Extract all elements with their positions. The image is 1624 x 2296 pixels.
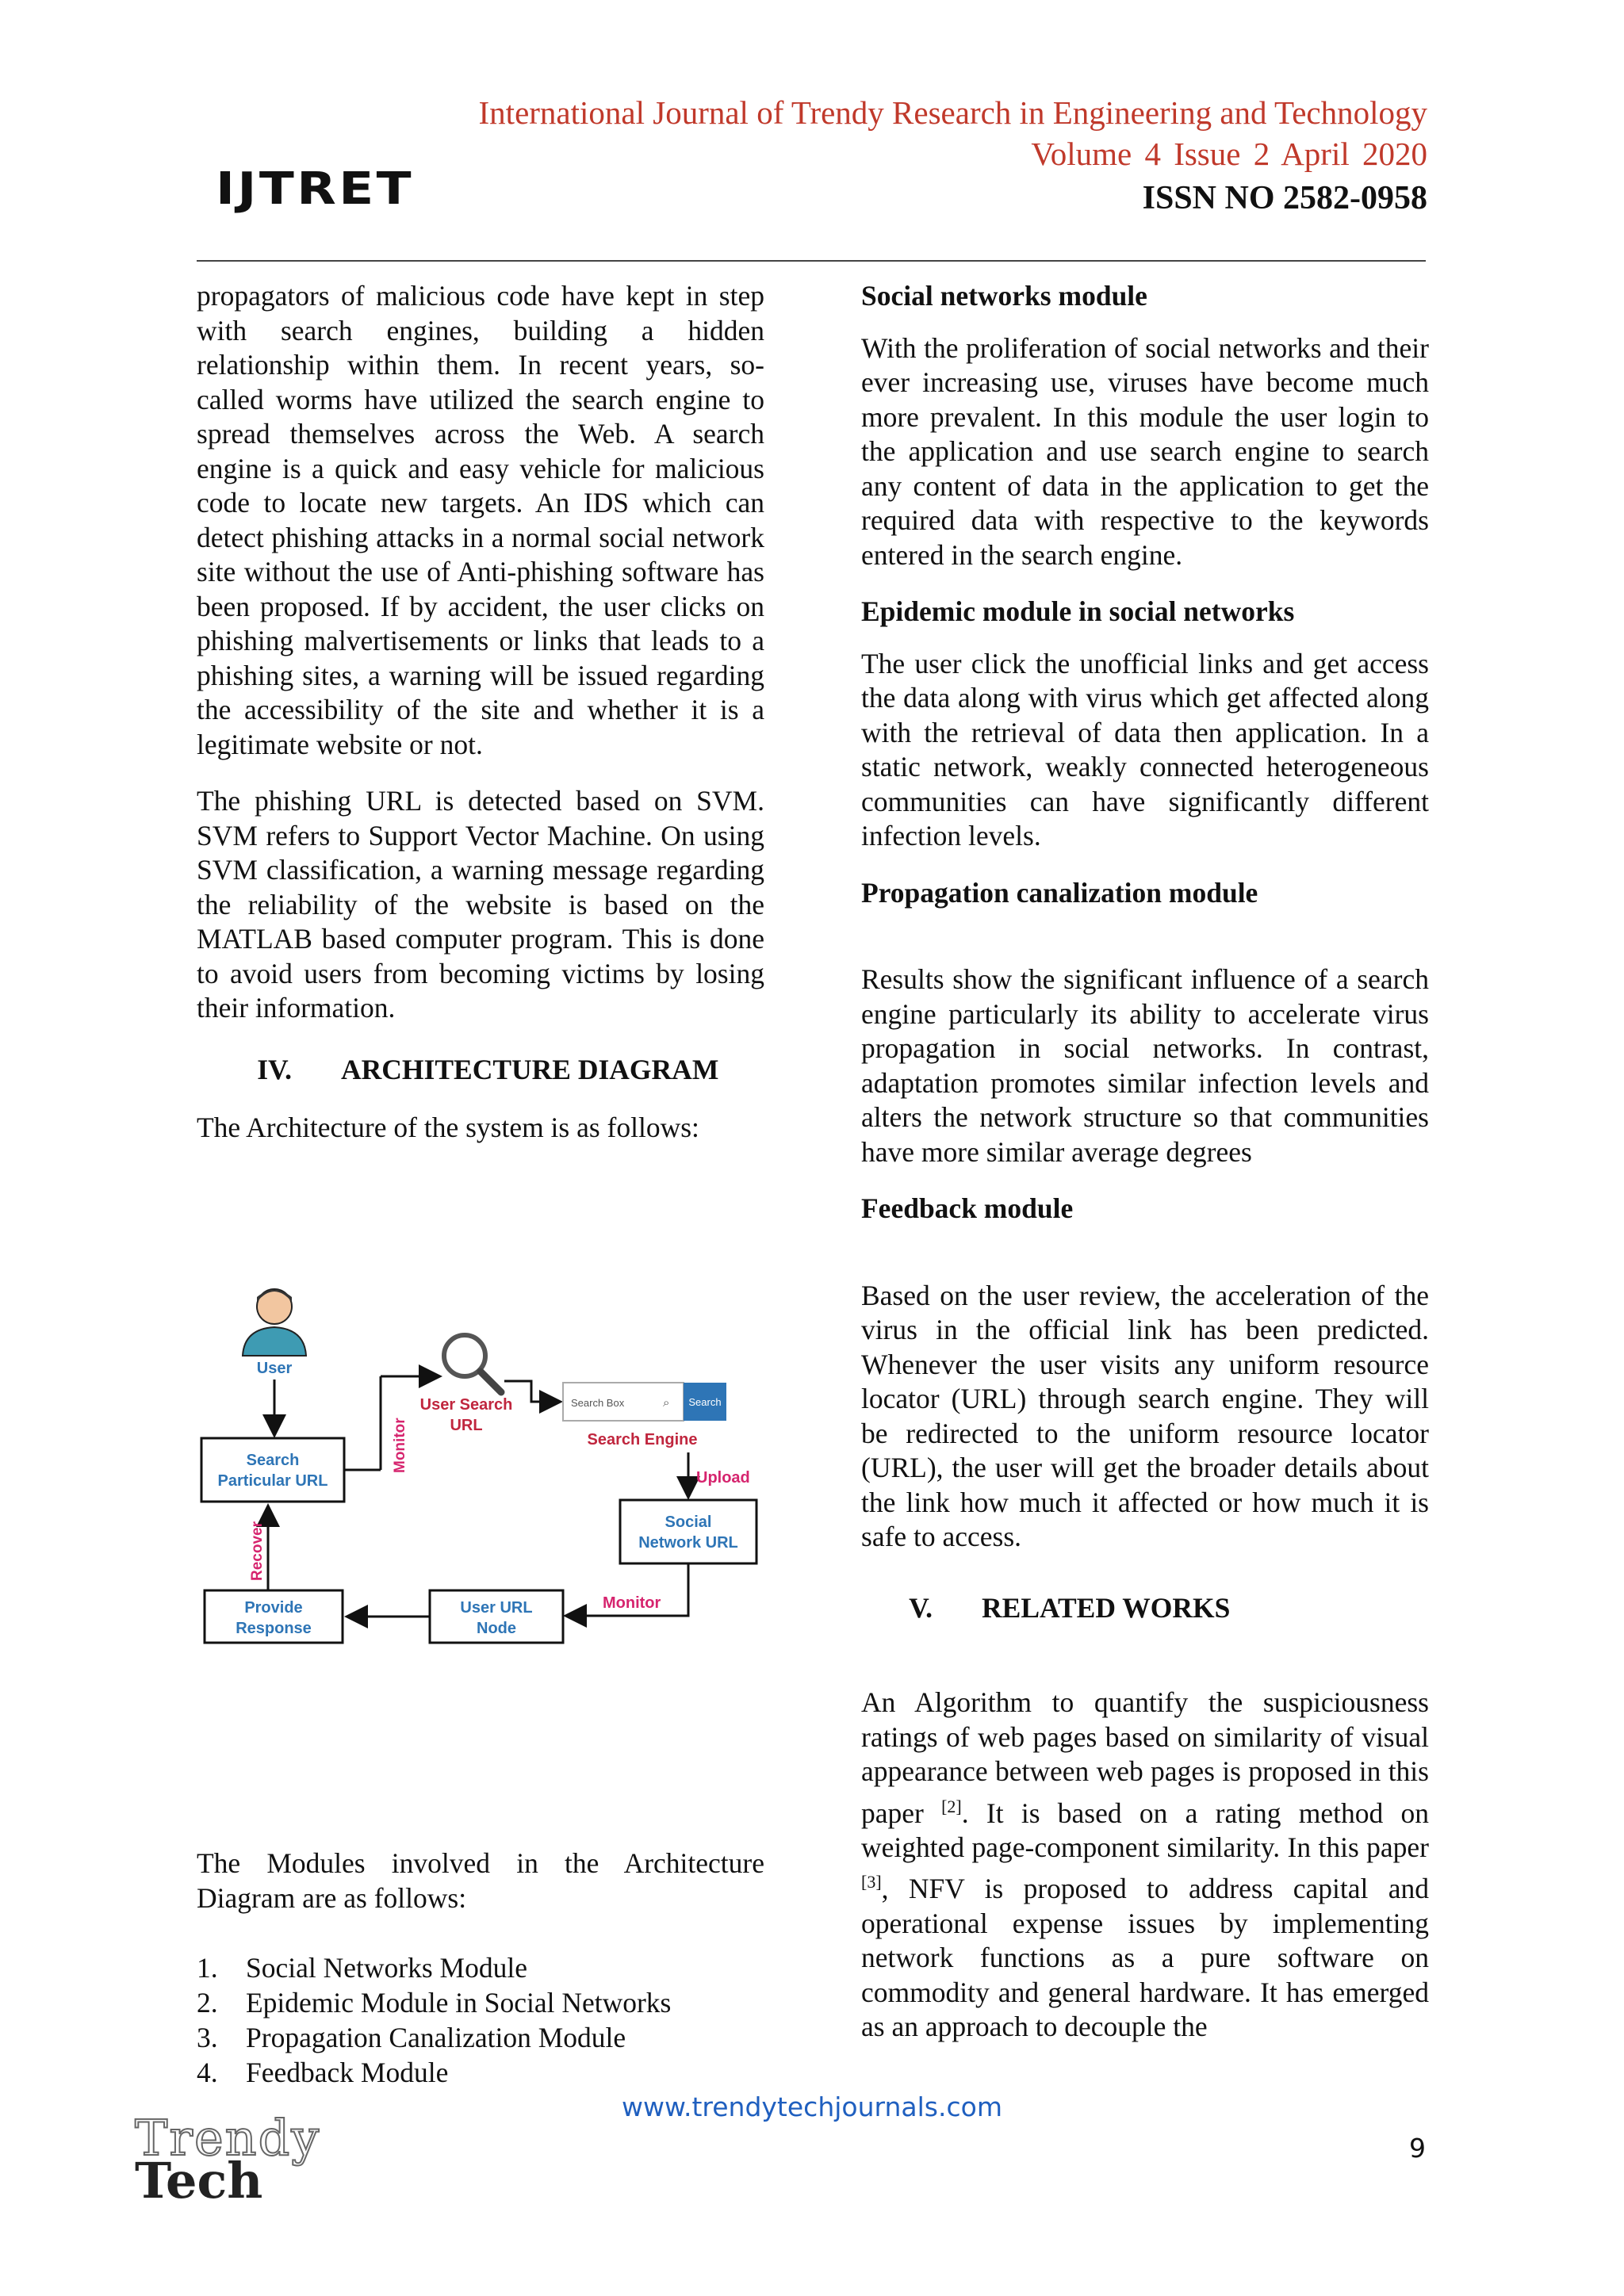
subheading-feedback: Feedback module: [861, 1192, 1074, 1224]
list-item: 2. Epidemic Module in Social Networks: [197, 1987, 672, 2019]
citation-3: [3]: [861, 1872, 882, 1892]
right-column: [861, 279, 1429, 2067]
search-engine-label: Search Engine: [587, 1431, 698, 1448]
search-particular-url-box: [201, 1438, 344, 1502]
section-number: V.: [909, 1591, 933, 1624]
list-item: 3. Propagation Canalization Module: [197, 2022, 626, 2053]
list-item: 4. Feedback Module: [197, 2057, 449, 2088]
user-icon: [243, 1289, 306, 1356]
right-paragraph-1: With the proliferation of social networks and their ever increasing use, viruses have become much more prevalent. In this module the user login to the application and use search engine to search any content of data in the application to get the required data with respective to the keywords entered in the search engine.: [861, 331, 1429, 571]
upload-label: Upload: [696, 1469, 750, 1487]
journal-title: International Journal of Trendy Research in Engineering and Technology: [478, 94, 1427, 131]
section-number: IV.: [257, 1053, 292, 1085]
search-url-line-1: Search: [246, 1452, 300, 1469]
journal-logo: IJTRET: [216, 163, 415, 215]
modules-block: [197, 1846, 764, 2090]
monitor-bottom-label: Monitor: [603, 1594, 661, 1612]
user-url-line-2: Node: [477, 1620, 516, 1637]
journal-issn: ISSN NO 2582-0958: [1142, 180, 1427, 216]
social-line-1: Social: [665, 1513, 712, 1531]
section-title: ARCHITECTURE DIAGRAM: [341, 1053, 719, 1085]
section-title: RELATED WORKS: [982, 1591, 1231, 1624]
right-paragraph-4: Based on the user review, the acceleration of the virus in the official link has been predicted. Whenever the user visits any uniform resource locator (URL) through search engine. They will be redirected to the uniform resource locator (URL), the user will get the broader details about the link how much it affected or how much it is safe to access.: [861, 1279, 1429, 1552]
user-url-line-1: User URL: [460, 1599, 533, 1617]
provide-line-2: Response: [236, 1620, 312, 1637]
left-paragraph-1: propagators of malicious code have kept in step with search engines, building a hidden relationship within them. In recent years, so-called worms have utilized the search engine to spread themselves across the Web. A search engine is a quick and easy vehicle for malicious code to locate new targets. An IDS which can detect phishing attacks in a normal social network site without the use of Anti-phishing software has been proposed. If by accident, the user clicks on phishing malvertisements or links that leads to a phishing sites, a warning will be issued regarding the accessibility of the site and whether it is a legitimate website or not.: [197, 280, 764, 760]
search-button-label: Search: [688, 1396, 722, 1408]
subheading-social-networks: Social networks module: [861, 280, 1147, 312]
user-label: User: [256, 1360, 293, 1377]
section-heading-architecture: [197, 1053, 764, 1088]
user-search-line-1: User Search: [419, 1396, 513, 1414]
citation-2: [2]: [941, 1796, 962, 1816]
user-search-line-2: URL: [450, 1417, 483, 1434]
right-paragraph-3: Results show the significant influence of a search engine particularly its ability to accelerate virus propagation in social networks. In contrast, adaptation promotes similar infection levels and alters the network structure so that communities have more similar average degrees: [861, 963, 1429, 1168]
page-number: 9: [1409, 2133, 1426, 2164]
left-column: [197, 279, 764, 1168]
subheading-epidemic: Epidemic module in social networks: [861, 595, 1295, 627]
header-divider: [197, 260, 1426, 262]
monitor-vertical-label: Monitor: [392, 1418, 408, 1473]
magnifier-icon: [444, 1335, 501, 1392]
search-glyph-icon: ⌕: [663, 1396, 670, 1410]
architecture-diagram: [197, 1283, 783, 1655]
journal-volume: Volume 4 Issue 2 April 2020: [1031, 136, 1427, 172]
right-paragraph-5: An Algorithm to quantify the suspiciousness ratings of web pages based on similarity of visual appearance between web pages is proposed in this paper [2]. It is based on a rating method on weighted page-component similarity. In this paper [3], NFV is proposed to address capital and operational expense issues by implementing network functions as a pure software on commodity and general hardware. It has emerged as an approach to decouple the: [861, 1686, 1429, 2043]
list-item: 1. Social Networks Module: [197, 1952, 527, 1984]
search-box-placeholder: Search Box: [571, 1397, 625, 1409]
social-line-2: Network URL: [638, 1534, 738, 1552]
trendy-tech-logo: Trendy Tech: [135, 2109, 321, 2210]
footer-url[interactable]: www.trendytechjournals.com: [622, 2091, 1002, 2122]
subheading-propagation: Propagation canalization module: [861, 876, 1258, 909]
left-paragraph-4: The Modules involved in the Architecture Diagram are as follows:: [197, 1847, 764, 1914]
search-url-line-2: Particular URL: [217, 1472, 328, 1490]
social-network-url-box: [620, 1500, 756, 1563]
right-paragraph-2: The user click the unofficial links and get access the data along with virus which get affected along with the retrieval of data then application. In a static network, weakly connected heterogeneous communities can have significantly different infection levels.: [861, 647, 1429, 851]
left-paragraph-2: The phishing URL is detected based on SVM. SVM refers to Support Vector Machine. On using SVM classification, a warning message regarding the reliability of the website is based on the MATLAB based computer program. This is done to avoid users from becoming victims by losing their information.: [197, 785, 764, 1024]
provide-line-1: Provide: [244, 1599, 303, 1617]
section-heading-related-works: [861, 1591, 1429, 1626]
recover-label: Recover: [249, 1521, 266, 1581]
left-paragraph-3: The Architecture of the system is as follows:: [197, 1112, 699, 1143]
